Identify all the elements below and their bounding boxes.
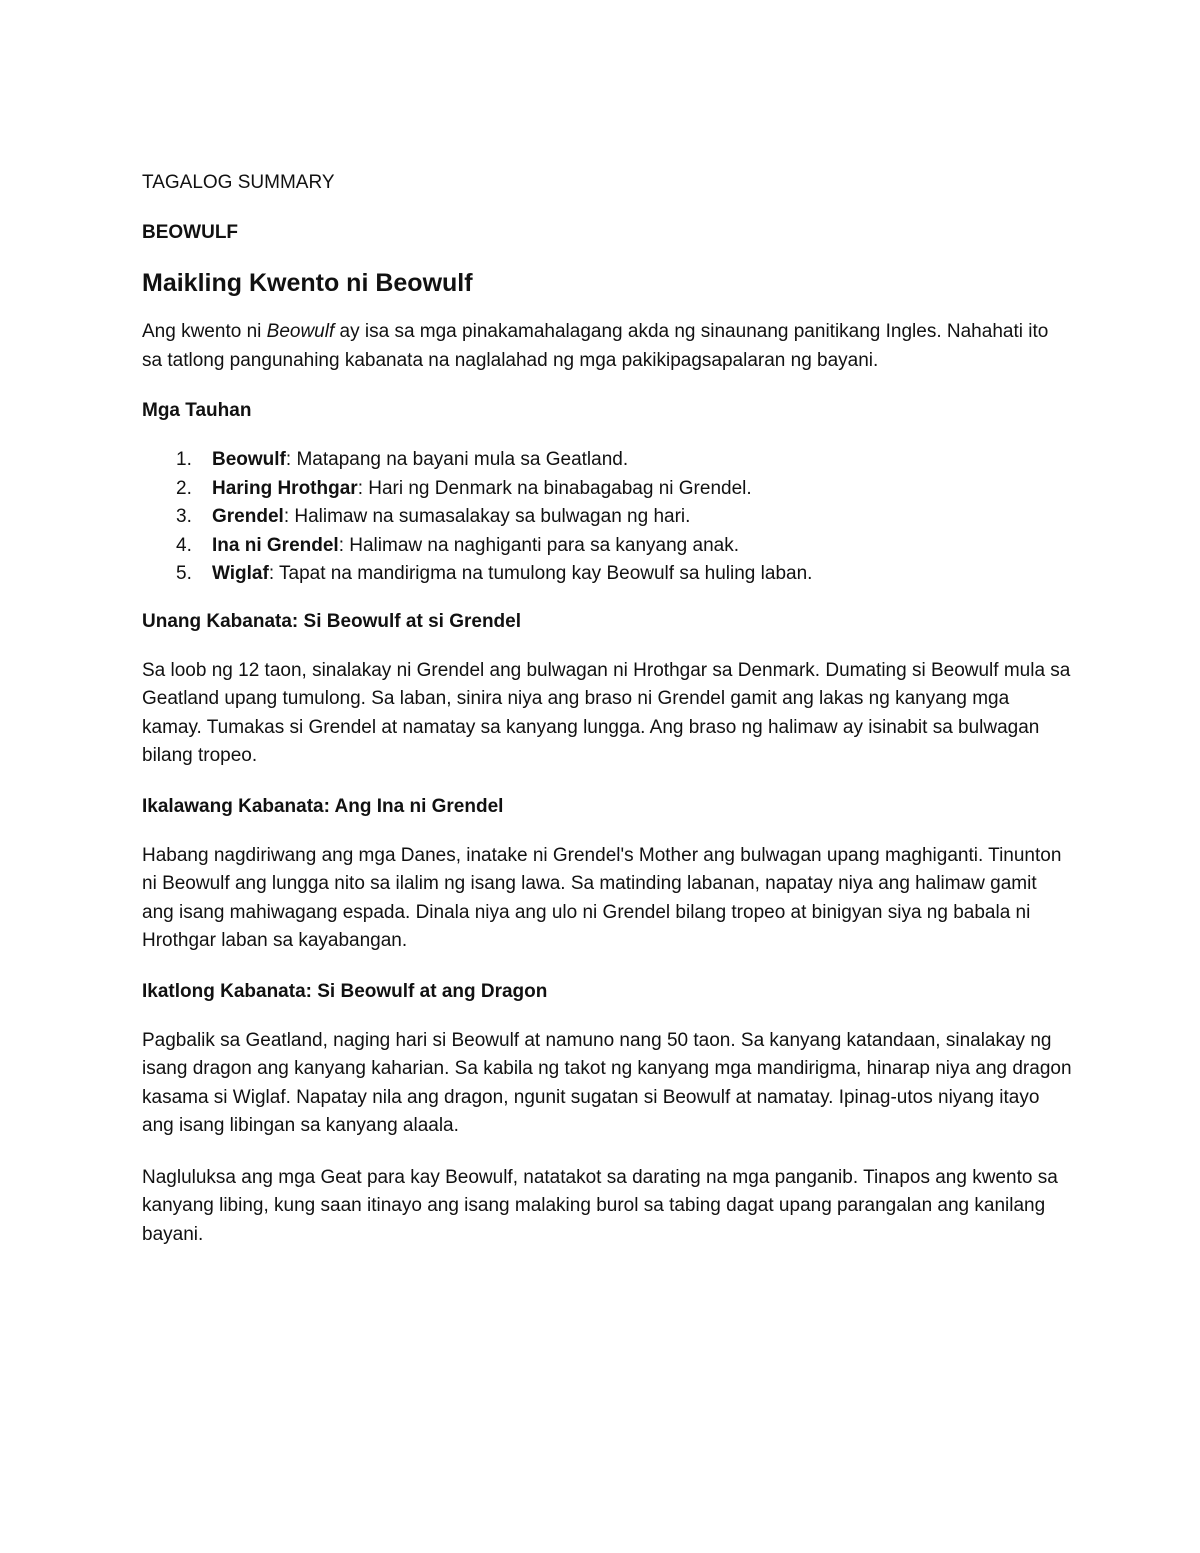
list-item [142, 560, 1072, 589]
character-desc: : Halimaw na sumasalakay sa bulwagan ng hari. [283, 506, 691, 528]
character-desc: : Tapat na mandirigma na tumulong kay Beowulf sa huling laban. [268, 563, 813, 585]
character-name: Ina ni Grendel [212, 534, 339, 556]
intro-text-after: ay isa sa mga pinakamahalagang akda ng sinaunang panitikang Ingles. Nahahati ito sa tatlong pangunahing kabanata na naglalahad ng mga pakikipagsapalaran ng bayani. [142, 321, 1049, 371]
character-desc: : Hari ng Denmark na binabagabag ni Grendel. [357, 477, 752, 499]
character-name: Beowulf [212, 449, 286, 470]
intro-text-before: Ang kwento ni [142, 321, 267, 342]
chapter3-text: Pagbalik sa Geatland, naging hari si Beowulf at namuno nang 50 taon. Sa kanyang katandaan, sinalakay ng isang dragon ang kanyang kaharian. Sa kabila ng takot ng kanyang mga mandirigma, hinarap niya ang dragon kasama si Wiglaf. Napatay nila ang dragon, ngunit sugatan si Beowulf at namatay. Ipinag-utos niyang itayo ang isang libingan sa kanyang alaala. [142, 1029, 1072, 1137]
list-number: 4. [176, 534, 192, 556]
character-desc: : Matapang na bayani mula sa Geatland. [285, 449, 629, 470]
list-item [142, 475, 1072, 504]
intro-italic-title: Beowulf [266, 321, 335, 342]
characters-heading: Mga Tauhan [142, 400, 252, 421]
character-name: Grendel [212, 506, 284, 528]
chapter2-text: Habang nagdiriwang ang mga Danes, inatake ni Grendel's Mother ang bulwagan upang maghiganti. Tinunton ni Beowulf ang lungga nito sa ilalim ng isang lawa. Sa matinding labanan, napatay niya ang halimaw gamit ang isang mahiwagang espada. Dinala niya ang ulo ni Grendel bilang tropeo at binigyan siya ng babala ni Hrothgar laban sa kayabangan. [142, 844, 1062, 952]
character-desc: : Halimaw na naghiganti para sa kanyang anak. [338, 534, 740, 556]
list-item [142, 503, 1072, 532]
story-heading: Maikling Kwento ni Beowulf [142, 269, 473, 297]
conclusion-paragraph: Nagluluksa ang mga Geat para kay Beowulf, natatakot sa darating na mga panganib. Tinapos ang kwento sa kanyang libing, kung saan itinayo ang isang malaking burol sa tabing dagat upang parangalan ang kanilang bayani. [142, 1166, 1058, 1245]
document-title: BEOWULF [142, 222, 239, 243]
list-item [142, 446, 1072, 475]
intro-paragraph [142, 318, 1072, 375]
chapter1-title: Unang Kabanata: Si Beowulf at si Grendel [142, 610, 522, 632]
list-item [142, 532, 1072, 561]
list-number: 2. [176, 477, 192, 499]
document-content [142, 170, 1072, 1272]
character-name: Haring Hrothgar [212, 477, 358, 499]
list-number: 3. [176, 506, 192, 528]
characters-list [142, 446, 1072, 589]
list-number: 1. [176, 449, 192, 470]
chapter3-title: Ikatlong Kabanata: Si Beowulf at ang Dragon [142, 980, 548, 1002]
document-label: TAGALOG SUMMARY [142, 172, 335, 193]
chapter2-title: Ikalawang Kabanata: Ang Ina ni Grendel [142, 795, 504, 817]
list-number: 5. [176, 563, 192, 585]
chapter1-text: Sa loob ng 12 taon, sinalakay ni Grendel ang bulwagan ni Hrothgar sa Denmark. Dumating si Beowulf mula sa Geatland upang tumulong. Sa laban, sinira niya ang braso ni Grendel gamit ang lakas ng kanyang mga kamay. Tumakas si Grendel at namatay sa kanyang lungga. Ang braso ng halimaw ay isinabit sa bulwagan bilang tropeo. [142, 659, 1071, 767]
character-name: Wiglaf [212, 563, 269, 585]
